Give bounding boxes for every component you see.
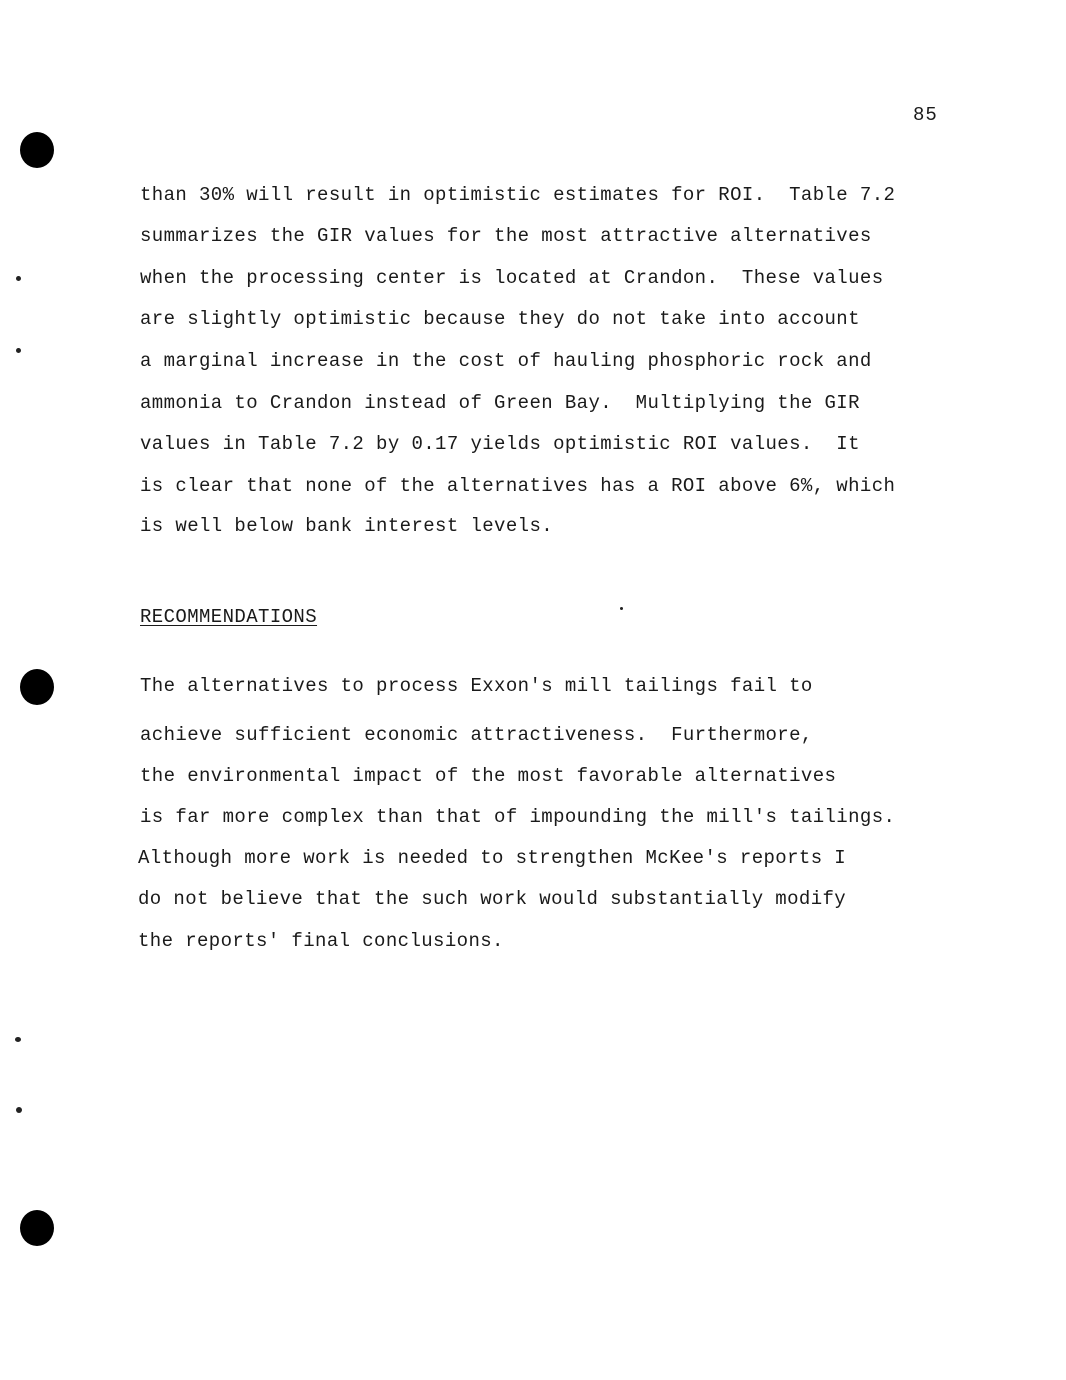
text-line: The alternatives to process Exxon's mill tailings fail to bbox=[140, 675, 813, 697]
page-speck bbox=[620, 607, 623, 610]
section-heading: RECOMMENDATIONS bbox=[140, 606, 318, 628]
text-line: is well below bank interest levels. bbox=[140, 515, 554, 537]
text-line: achieve sufficient economic attractiveness. Furthermore, bbox=[140, 724, 813, 746]
margin-speck bbox=[16, 1107, 22, 1113]
text-line: the reports' final conclusions. bbox=[138, 930, 504, 952]
binder-hole-bottom bbox=[20, 1210, 54, 1246]
binder-hole-top bbox=[20, 132, 54, 168]
text-line: ammonia to Crandon instead of Green Bay. Multiplying the GIR bbox=[140, 392, 860, 414]
text-line: do not believe that the such work would substantially modify bbox=[138, 888, 847, 910]
text-line: summarizes the GIR values for the most attractive alternatives bbox=[140, 225, 872, 247]
text-line: is far more complex than that of impounding the mill's tailings. bbox=[140, 806, 896, 828]
text-line: values in Table 7.2 by 0.17 yields optimistic ROI values. It bbox=[140, 433, 860, 455]
text-line: a marginal increase in the cost of hauling phosphoric rock and bbox=[140, 350, 872, 372]
text-line: is clear that none of the alternatives has a ROI above 6%, which bbox=[140, 475, 896, 497]
margin-speck bbox=[16, 348, 21, 353]
binder-hole-middle bbox=[20, 669, 54, 705]
page-number: 85 bbox=[913, 104, 938, 126]
text-line: when the processing center is located at Crandon. These values bbox=[140, 267, 884, 289]
text-line: the environmental impact of the most favorable alternatives bbox=[140, 765, 837, 787]
margin-speck bbox=[16, 276, 21, 281]
margin-speck bbox=[15, 1037, 21, 1042]
text-line: are slightly optimistic because they do not take into account bbox=[140, 308, 860, 330]
text-line: than 30% will result in optimistic estimates for ROI. Table 7.2 bbox=[140, 184, 896, 206]
text-line: Although more work is needed to strengthen McKee's reports I bbox=[138, 847, 847, 869]
